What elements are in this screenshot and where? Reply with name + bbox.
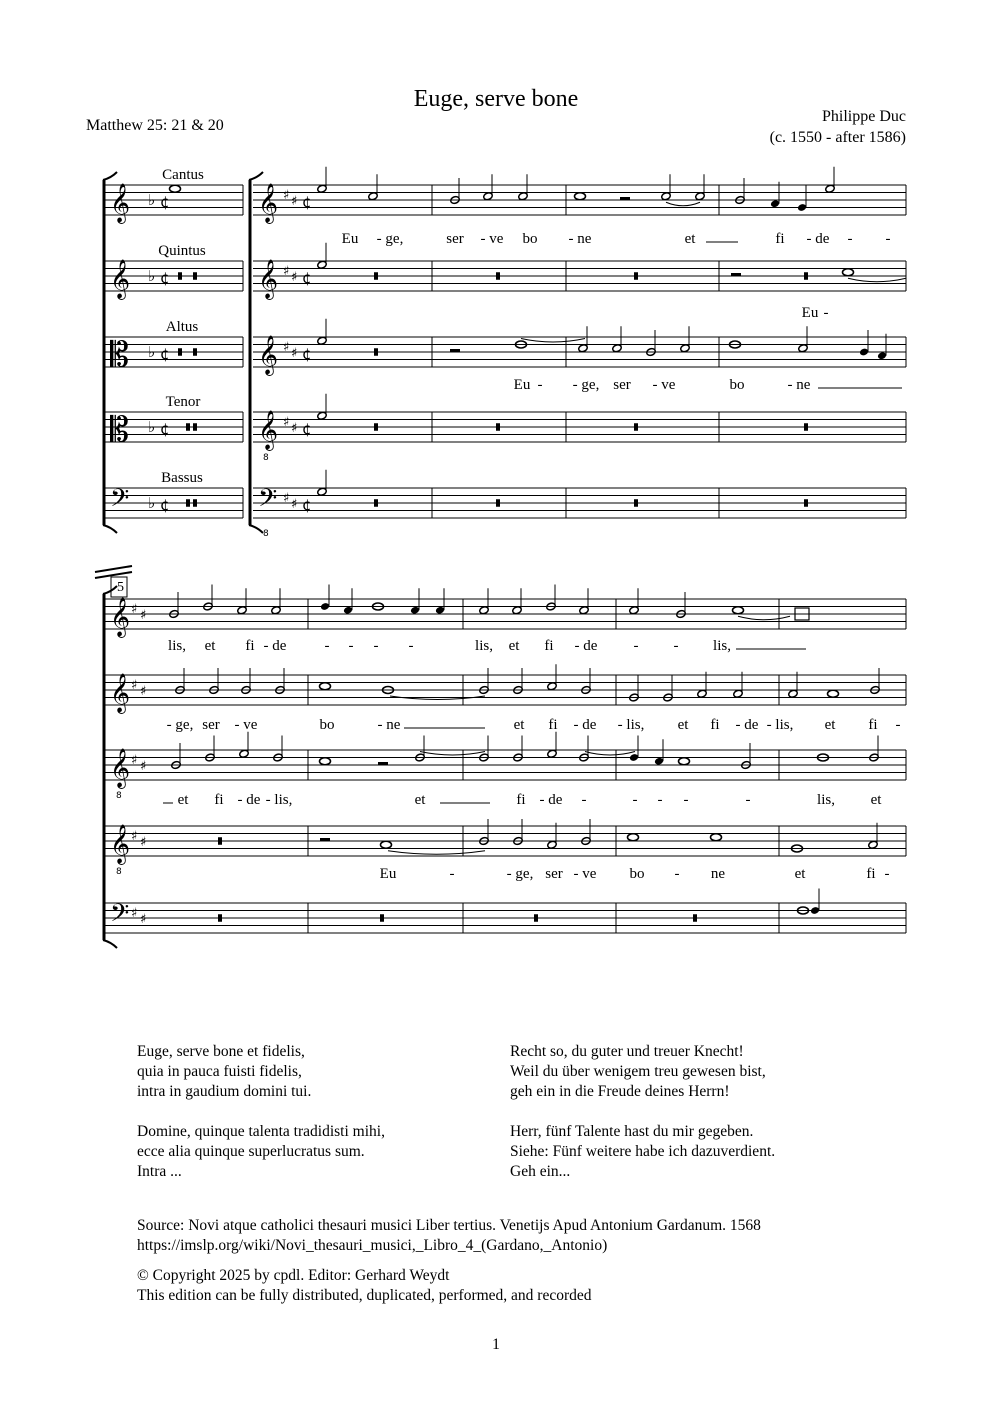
lyric-syllable: - bbox=[537, 377, 543, 393]
lyric-syllable: - lis, bbox=[766, 717, 794, 733]
lyric-syllable: lis, bbox=[817, 792, 835, 808]
german-line: geh ein in die Freude deines Herrn! bbox=[510, 1083, 730, 1100]
scripture-reference: Matthew 25: 21 & 20 bbox=[86, 117, 224, 134]
lyric-syllable: - de bbox=[263, 638, 287, 654]
rest bbox=[634, 272, 638, 280]
lyric-syllable: - ne bbox=[377, 717, 401, 733]
sharp-icon: ♯ bbox=[140, 835, 147, 850]
clef-icon: 𝄢 bbox=[110, 484, 130, 519]
rest bbox=[178, 348, 182, 356]
sharp-icon: ♯ bbox=[291, 497, 298, 512]
lyric-syllable: - ve bbox=[573, 866, 597, 882]
latin-line: quia in pauca fuisti fidelis, bbox=[137, 1063, 302, 1080]
lyric-syllable: - bbox=[885, 231, 891, 247]
clef-icon: 𝄞 bbox=[110, 183, 131, 223]
rest bbox=[178, 272, 182, 280]
lyric-syllable: - ge, bbox=[572, 377, 600, 393]
lyric-syllable: bo bbox=[629, 866, 645, 882]
lyric-syllable: - ge, bbox=[166, 717, 194, 733]
lyric-syllable: et bbox=[824, 717, 836, 733]
source-url[interactable]: https://imslp.org/wiki/Novi_thesauri_musici,_Libro_4_(Gardano,_Antonio) bbox=[137, 1237, 608, 1254]
rest bbox=[320, 838, 330, 841]
lyric-syllable: Eu bbox=[341, 231, 359, 247]
lyric-syllable: - de bbox=[539, 792, 563, 808]
bracket-hook bbox=[103, 172, 117, 180]
lyric-syllable: fi bbox=[544, 638, 554, 654]
lyric-syllable: - de bbox=[735, 717, 759, 733]
lyric-syllable: - de bbox=[237, 792, 261, 808]
sharp-icon: ♯ bbox=[140, 684, 147, 699]
mensuration-sign: ¢ bbox=[302, 420, 312, 438]
rest bbox=[620, 197, 630, 200]
clef-icon: 𝄢 bbox=[258, 484, 278, 519]
source-line: Source: Novi atque catholici thesauri musici Liber tertius. Venetijs Apud Antonium Gardanum. 1568 bbox=[137, 1217, 761, 1234]
sharp-icon: ♯ bbox=[291, 270, 298, 285]
lyric-syllable: et bbox=[513, 717, 525, 733]
mensuration-sign: ¢ bbox=[302, 345, 312, 363]
rest bbox=[378, 762, 388, 765]
rest bbox=[450, 349, 460, 352]
lyric-syllable: fi bbox=[245, 638, 255, 654]
clef-icon: 𝄞 bbox=[110, 673, 131, 713]
page-title: Euge, serve bone bbox=[413, 86, 579, 112]
lyric-syllable: - bbox=[373, 638, 379, 654]
lyric-syllable: - ge, bbox=[506, 866, 534, 882]
lyric-syllable: Eu bbox=[513, 377, 531, 393]
clef-icon: 𝄡 bbox=[110, 335, 129, 375]
tie bbox=[521, 339, 585, 343]
clef-icon: 𝄞 bbox=[258, 335, 279, 375]
flat-icon: ♭ bbox=[148, 494, 156, 512]
sharp-icon: ♯ bbox=[283, 264, 290, 279]
lyric-syllable: ne bbox=[710, 866, 726, 882]
lyric-syllable: bo bbox=[729, 377, 745, 393]
lyric-syllable: fi bbox=[775, 231, 785, 247]
voice-label: Quintus bbox=[158, 243, 206, 259]
note-head bbox=[828, 690, 839, 697]
lyric-syllable: fi bbox=[710, 717, 720, 733]
mensuration-sign: ¢ bbox=[302, 269, 312, 287]
mensuration-sign: ¢ bbox=[302, 193, 312, 211]
note-head bbox=[711, 834, 722, 841]
rest bbox=[374, 499, 378, 507]
rest bbox=[380, 914, 384, 922]
bracket-hook bbox=[249, 172, 263, 180]
rest bbox=[731, 273, 741, 276]
lyric-syllable: - bbox=[884, 866, 890, 882]
clef-icon: 𝄡 bbox=[110, 410, 129, 450]
rest bbox=[218, 914, 222, 922]
lyric-syllable: - bbox=[449, 866, 455, 882]
clef-icon: 𝄞 bbox=[258, 410, 279, 450]
bracket-hook bbox=[103, 525, 117, 533]
note-head bbox=[320, 758, 331, 765]
rest bbox=[374, 348, 378, 356]
tie bbox=[388, 851, 485, 855]
sharp-icon: ♯ bbox=[131, 906, 138, 921]
bracket-hook bbox=[103, 586, 117, 594]
rest bbox=[804, 423, 808, 431]
rest bbox=[693, 914, 697, 922]
latin-line bbox=[137, 1102, 385, 1122]
lyric-syllable: - ve bbox=[234, 717, 258, 733]
sharp-icon: ♯ bbox=[131, 678, 138, 693]
note-head bbox=[843, 269, 854, 276]
sharp-icon: ♯ bbox=[283, 491, 290, 506]
tie bbox=[666, 202, 700, 206]
lyric-syllable: - bbox=[823, 305, 829, 321]
composer-name: Philippe Duc bbox=[822, 108, 906, 125]
voice-label: Cantus bbox=[162, 167, 204, 183]
lyric-syllable: et bbox=[177, 792, 189, 808]
lyric-syllable: lis, bbox=[168, 638, 186, 654]
rest bbox=[186, 423, 190, 431]
lyric-syllable: Eu bbox=[801, 305, 819, 321]
rest bbox=[496, 272, 500, 280]
flat-icon: ♭ bbox=[148, 267, 156, 285]
german-line: Recht so, du guter und treuer Knecht! bbox=[510, 1043, 744, 1060]
lyric-syllable: ser bbox=[545, 866, 563, 882]
sharp-icon: ♯ bbox=[131, 602, 138, 617]
octave-mark: 8 bbox=[116, 791, 122, 801]
flat-icon: ♭ bbox=[148, 343, 156, 361]
lyric-syllable: - ve bbox=[652, 377, 676, 393]
rest bbox=[374, 272, 378, 280]
lyric-syllable: fi bbox=[868, 717, 878, 733]
flat-icon: ♭ bbox=[148, 418, 156, 436]
lyric-syllable: et bbox=[794, 866, 806, 882]
sharp-icon: ♯ bbox=[140, 759, 147, 774]
lyric-syllable: ser bbox=[446, 231, 464, 247]
sharp-icon: ♯ bbox=[131, 753, 138, 768]
sharp-icon: ♯ bbox=[131, 829, 138, 844]
latin-text bbox=[137, 1042, 385, 1182]
rest bbox=[193, 423, 197, 431]
lyric-syllable: - bbox=[581, 792, 587, 808]
bracket-hook bbox=[103, 940, 117, 948]
lyric-syllable: - bbox=[745, 792, 751, 808]
flat-icon: ♭ bbox=[148, 191, 156, 209]
lyric-syllable: - ve bbox=[480, 231, 504, 247]
lyric-syllable: - bbox=[408, 638, 414, 654]
credits bbox=[137, 1216, 761, 1306]
lyric-syllable: - lis, bbox=[265, 792, 293, 808]
lyric-syllable: - bbox=[633, 638, 639, 654]
lyric-syllable: et bbox=[870, 792, 882, 808]
lyric-syllable: - lis, bbox=[617, 717, 645, 733]
sharp-icon: ♯ bbox=[291, 421, 298, 436]
sharp-icon: ♯ bbox=[291, 346, 298, 361]
lyric-syllable: - bbox=[674, 866, 680, 882]
lyric-syllable: ser bbox=[613, 377, 631, 393]
latin-line: ecce alia quinque superlucratus sum. bbox=[137, 1143, 365, 1160]
tie bbox=[585, 752, 635, 756]
note-head bbox=[320, 683, 331, 690]
rest bbox=[634, 499, 638, 507]
octave-mark: 8 bbox=[263, 453, 269, 463]
system-separator bbox=[95, 566, 132, 572]
mensuration-sign: ¢ bbox=[160, 345, 170, 363]
lyric-syllable: - de bbox=[573, 717, 597, 733]
lyric-syllable: fi bbox=[866, 866, 876, 882]
lyric-syllable: bo bbox=[522, 231, 538, 247]
clef-icon: 𝄞 bbox=[258, 259, 279, 299]
lyric-syllable: lis, bbox=[475, 638, 493, 654]
note-head bbox=[575, 193, 586, 200]
mensuration-sign: ¢ bbox=[302, 496, 312, 514]
lyric-syllable: et bbox=[684, 231, 696, 247]
mensuration-sign: ¢ bbox=[160, 496, 170, 514]
latin-line: intra in gaudium domini tui. bbox=[137, 1083, 312, 1100]
rest bbox=[193, 272, 197, 280]
clef-icon: 𝄢 bbox=[110, 899, 130, 934]
lyric-syllable: - ne bbox=[568, 231, 592, 247]
mensuration-sign: ¢ bbox=[160, 269, 170, 287]
german-text bbox=[510, 1042, 775, 1182]
clef-icon: 𝄞 bbox=[110, 597, 131, 637]
sharp-icon: ♯ bbox=[283, 340, 290, 355]
clef-icon: 𝄞 bbox=[258, 183, 279, 223]
rest bbox=[804, 499, 808, 507]
sharp-icon: ♯ bbox=[291, 194, 298, 209]
rest bbox=[804, 272, 808, 280]
lyric-syllable: - bbox=[847, 231, 853, 247]
octave-mark: 8 bbox=[263, 529, 269, 539]
lyric-syllable: bo bbox=[319, 717, 335, 733]
voice-label: Bassus bbox=[161, 470, 203, 486]
lyric-syllable: - bbox=[348, 638, 354, 654]
rest bbox=[634, 423, 638, 431]
note-head bbox=[628, 834, 639, 841]
lyric-syllable: - de bbox=[806, 231, 830, 247]
bracket-hook bbox=[249, 525, 263, 533]
rest bbox=[534, 914, 538, 922]
license-line: This edition can be fully distributed, duplicated, performed, and recorded bbox=[137, 1287, 592, 1304]
lyric-syllable: - bbox=[324, 638, 330, 654]
german-line: Herr, fünf Talente hast du mir gegeben. bbox=[510, 1123, 754, 1140]
staff-lines bbox=[105, 185, 906, 933]
lyric-syllable: et bbox=[414, 792, 426, 808]
note-head bbox=[381, 841, 392, 848]
octave-mark: 8 bbox=[116, 867, 122, 877]
copyright-line: © Copyright 2025 by cpdl. Editor: Gerhard Weydt bbox=[137, 1267, 450, 1284]
mensuration-sign: ¢ bbox=[160, 193, 170, 211]
sharp-icon: ♯ bbox=[140, 608, 147, 623]
voice-label: Tenor bbox=[165, 394, 201, 410]
note-head bbox=[679, 758, 690, 765]
rest bbox=[193, 499, 197, 507]
lyric-syllable: ser bbox=[202, 717, 220, 733]
rest bbox=[496, 423, 500, 431]
lyric-syllable: lis, bbox=[713, 638, 731, 654]
tie bbox=[738, 616, 790, 620]
rest bbox=[374, 423, 378, 431]
composer-dates: (c. 1550 - after 1586) bbox=[769, 129, 906, 146]
rest bbox=[193, 348, 197, 356]
lyric-syllable: fi bbox=[516, 792, 526, 808]
note-head bbox=[733, 607, 744, 614]
tie bbox=[420, 752, 485, 756]
lyric-syllable: fi bbox=[214, 792, 224, 808]
sharp-icon: ♯ bbox=[283, 415, 290, 430]
clef-icon: 𝄞 bbox=[110, 259, 131, 299]
lyric-syllable: fi bbox=[548, 717, 558, 733]
mensuration-sign: ¢ bbox=[160, 420, 170, 438]
lyric-syllable: - bbox=[683, 792, 689, 808]
tie bbox=[848, 278, 906, 282]
clef-icon: 𝄞 bbox=[110, 824, 131, 864]
clef-icon: 𝄞 bbox=[110, 748, 131, 788]
rest bbox=[186, 499, 190, 507]
lyrics bbox=[163, 231, 902, 882]
rest bbox=[218, 837, 222, 845]
latin-line: Intra ... bbox=[137, 1163, 182, 1180]
german-line bbox=[510, 1102, 775, 1122]
lyric-syllable: et bbox=[204, 638, 216, 654]
lyric-syllable: - bbox=[673, 638, 679, 654]
lyric-syllable: et bbox=[677, 717, 689, 733]
page-number: 1 bbox=[492, 1336, 500, 1353]
lyric-syllable: - bbox=[632, 792, 638, 808]
lyric-syllable: - ge, bbox=[376, 231, 404, 247]
sharp-icon: ♯ bbox=[140, 912, 147, 927]
lyric-syllable: - bbox=[895, 717, 901, 733]
lyric-syllable: et bbox=[508, 638, 520, 654]
lyric-syllable: Eu bbox=[379, 866, 397, 882]
lyric-syllable: - ne bbox=[787, 377, 811, 393]
latin-line: Domine, quinque talenta tradidisti mihi, bbox=[137, 1123, 385, 1140]
rest bbox=[496, 499, 500, 507]
lyric-syllable: - de bbox=[574, 638, 598, 654]
german-line: Geh ein... bbox=[510, 1163, 571, 1180]
voice-label: Altus bbox=[165, 319, 199, 335]
measure-number: 5 bbox=[117, 580, 124, 595]
lyric-syllable: - bbox=[657, 792, 663, 808]
sharp-icon: ♯ bbox=[283, 188, 290, 203]
german-line: Siehe: Fünf weitere habe ich dazuverdient. bbox=[510, 1143, 776, 1160]
latin-line: Euge, serve bone et fidelis, bbox=[137, 1043, 305, 1060]
note-head bbox=[170, 185, 181, 192]
german-line: Weil du über wenigem treu gewesen bist, bbox=[510, 1063, 766, 1080]
